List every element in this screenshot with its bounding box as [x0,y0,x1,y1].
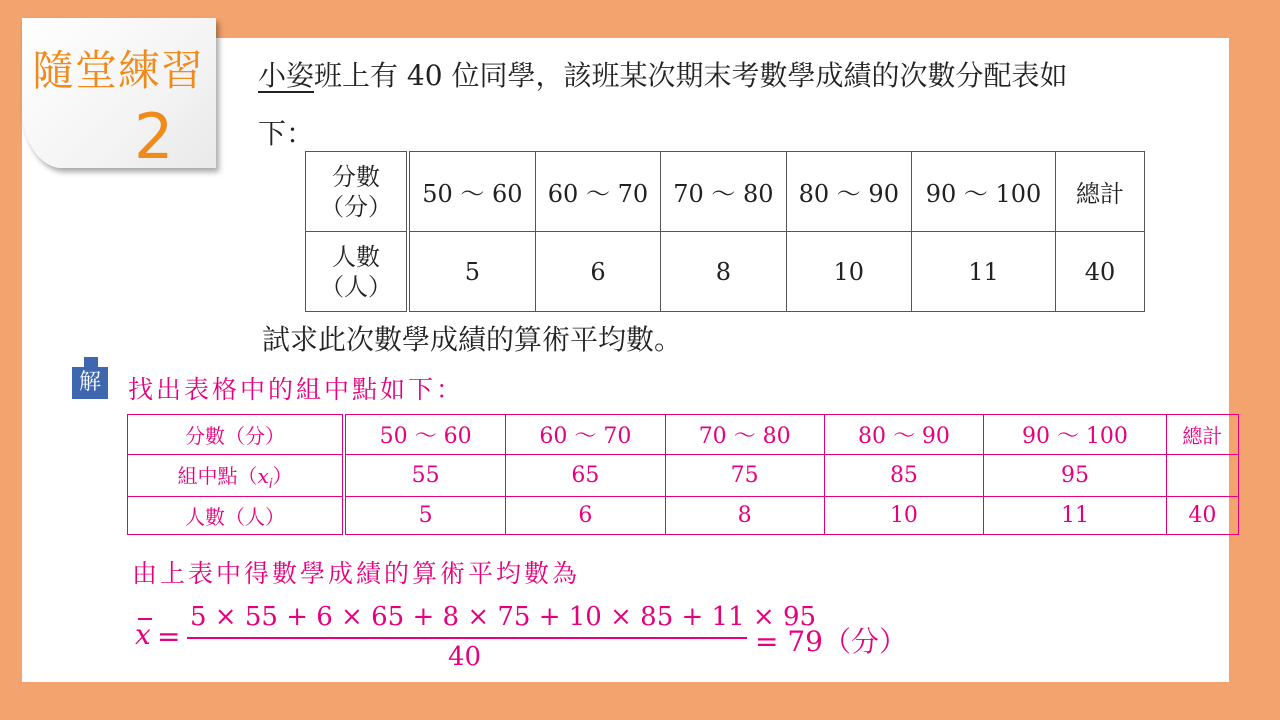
equals-sign: = [157,620,181,653]
table-cell: 50 ～ 60 [344,415,506,455]
table-cell: 8 [665,496,824,534]
formula-numerator: 5 × 55 + 6 × 65 + 8 × 75 + 10 × 85 + 11 × 95 [190,602,817,632]
table-row [128,455,1239,497]
header-label: 組中點（ [177,463,258,488]
table-row [306,152,1145,232]
header-cell [306,232,409,312]
table-cell: 75 [665,455,824,497]
table-cell: 40 [1166,496,1238,534]
badge-title: 隨堂練習 [32,46,205,95]
table-cell: 60 ～ 70 [535,152,660,232]
question-text-1: 班上有 40 位同學，該班某次期末考數學成績的次數分配表如 [314,59,1068,92]
table-row [128,415,1239,455]
table-cell: 60 ～ 70 [506,415,665,455]
table-cell: 70 ～ 80 [665,415,824,455]
badge-number: 2 [134,100,174,173]
table-row [128,496,1239,534]
formula-result: = 79（分） [755,625,907,658]
table-cell: 80 ～ 90 [786,152,911,232]
mean-variable: x [135,618,151,651]
table-cell: 95 [984,455,1167,497]
question-ask: 試求此次數學成績的算術平均數。 [262,323,683,356]
table-cell: 90 ～ 100 [912,152,1056,232]
table-cell: 10 [786,232,911,312]
table-cell: 11 [912,232,1056,312]
table-cell: 65 [506,455,665,497]
table-cell: 55 [344,455,506,497]
table-cell: 50 ～ 60 [408,152,535,232]
header-label: 分數 [332,162,380,191]
exercise-badge [22,18,216,173]
solution-intro: 找出表格中的組中點如下： [128,375,465,404]
header-cell: 分數（分） [128,415,345,455]
table-row [306,232,1145,312]
header-close: ） [272,463,293,488]
table-cell: 5 [408,232,535,312]
midpoint-table [127,414,1239,535]
solution-conclusion: 由上表中得數學成績的算術平均數為 [132,559,581,588]
header-cell [128,455,345,497]
table-cell: 11 [984,496,1167,534]
header-unit: （分） [320,192,392,221]
header-unit: （人） [320,272,392,301]
table-cell: 6 [535,232,660,312]
question-line-2: 下： [258,117,315,150]
solution-label: 解 [72,367,108,399]
table-cell: 5 [344,496,506,534]
table-cell: 總計 [1166,415,1238,455]
question-line-1 [258,54,1067,94]
variable-x: x [257,463,269,488]
table-cell: 80 ～ 90 [824,415,983,455]
table-cell: 6 [506,496,665,534]
student-name: 小姿 [258,59,315,92]
table-cell: 70 ～ 80 [661,152,786,232]
table-cell: 85 [824,455,983,497]
table-cell: 40 [1056,232,1145,312]
fraction-bar [187,637,747,639]
table-cell: 8 [661,232,786,312]
formula-denominator: 40 [448,642,482,672]
table-cell: 90 ～ 100 [984,415,1167,455]
header-cell: 人數（人） [128,496,345,534]
header-cell [306,152,409,232]
table-cell: 總計 [1056,152,1145,232]
table-cell: 10 [824,496,983,534]
table-cell [1166,455,1238,497]
variable-subscript: i [268,476,273,492]
frequency-table [305,151,1145,312]
header-label: 人數 [332,242,380,271]
